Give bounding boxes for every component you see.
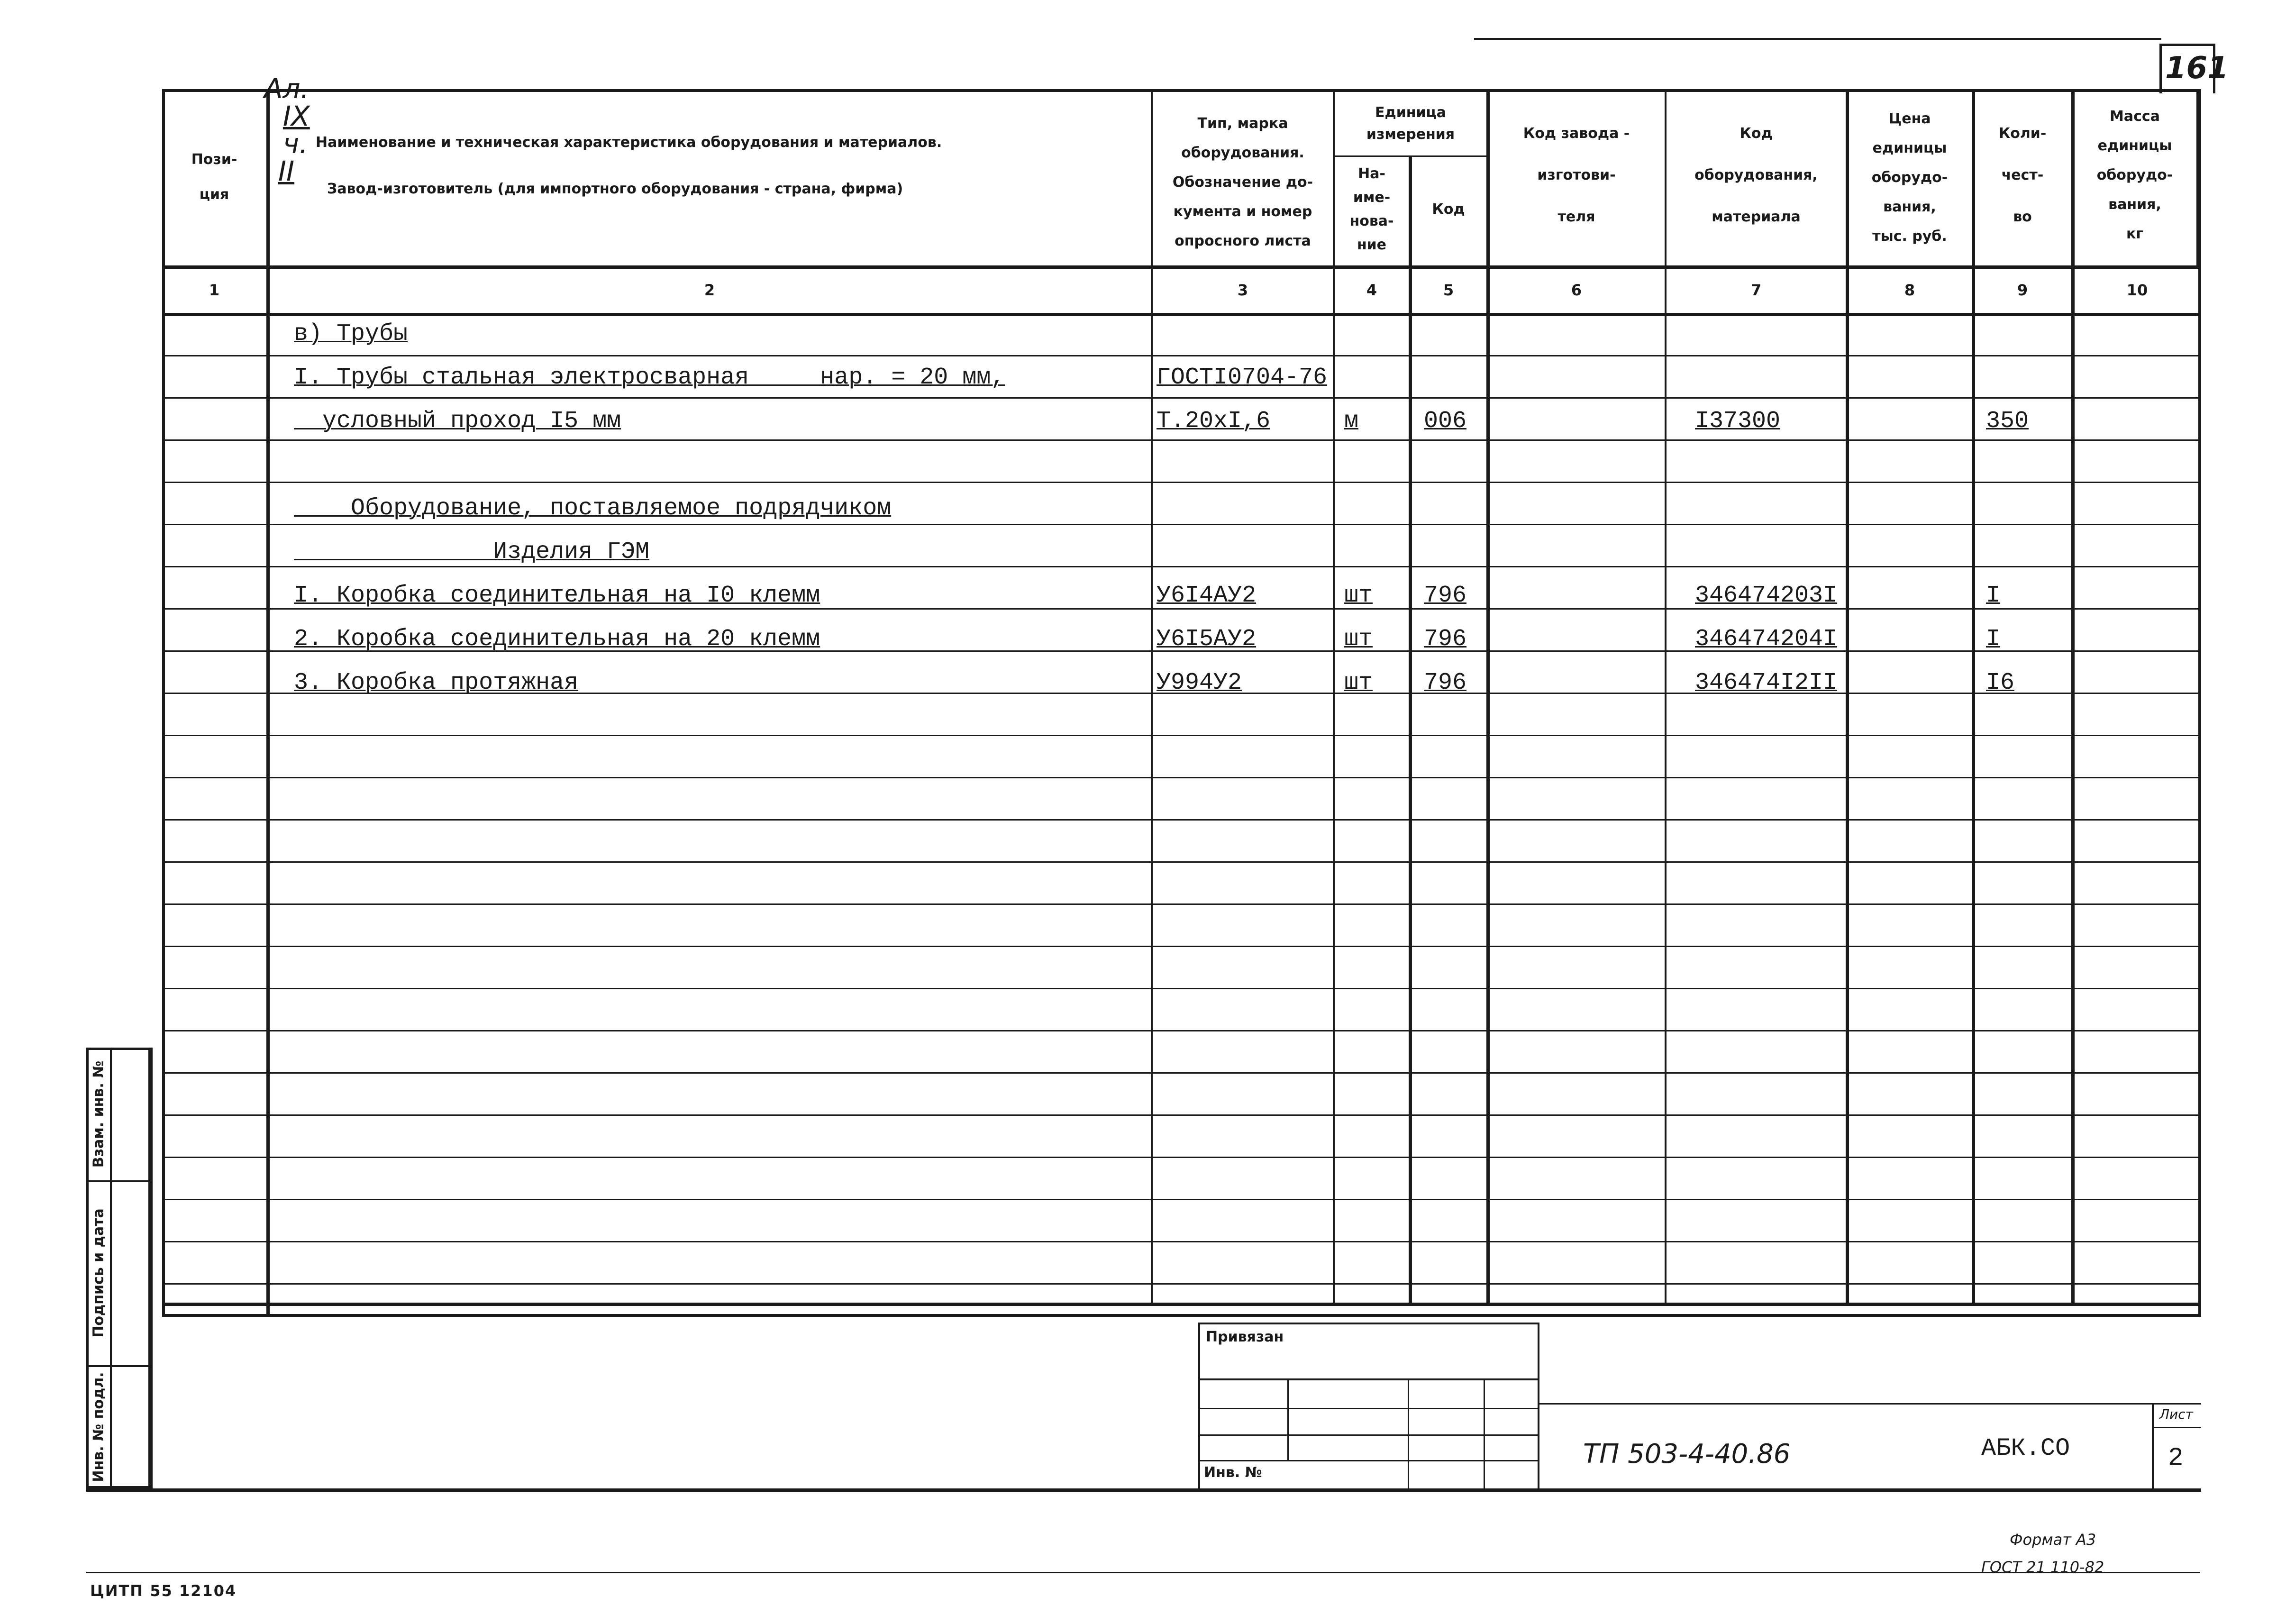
row-name: 3. Коробка протяжная [294,669,579,696]
row-name: 2. Коробка соединительная на 20 клемм [294,626,820,653]
row-equipment-code: 346474I2II [1695,669,1838,696]
col-number-6: 6 [1571,281,1582,299]
col-number-7: 7 [1750,281,1762,299]
row-unit-code: 796 [1424,626,1467,653]
row-rule [162,946,2201,947]
header-position: Пози- ция [191,151,237,203]
row-name: I. Коробка соединительная на I0 клемм [294,582,820,609]
row-quantity: I [1986,582,2001,609]
row-name: Оборудование, поставляемое подрядчиком [294,495,892,522]
sheet-number: 2 [2168,1444,2184,1473]
header-unit-name: На- име- нова- ние [1349,165,1394,253]
col-number-5: 5 [1443,281,1454,299]
header-unit-code: Код [1432,201,1465,218]
row-rule [162,903,2201,905]
row-rule [162,1030,2201,1031]
row-rule [162,566,2201,567]
side-stamp-podpis: Подпись и дата [90,1208,107,1338]
body-bottom-rule [162,1303,2201,1306]
col-number-10: 10 [2126,281,2148,299]
top-right-rule [1474,38,2161,40]
row-rule [162,1283,2201,1285]
row-unit-code: 006 [1424,408,1467,435]
row-rule [162,861,2201,863]
title-block-attached [1198,1323,1539,1488]
col-line-4 [1409,155,1412,1303]
part-label: ч. [282,128,308,160]
row-quantity: I6 [1986,669,2015,696]
row-rule [162,1199,2201,1200]
row-name: I. Трубы стальная электросварная нар. = 20 мм, [294,364,1005,391]
row-type: У6I4АУ2 [1157,582,1257,609]
row-rule [162,524,2201,525]
tb-vline-1 [1287,1378,1289,1460]
row-equipment-code: 346474204I [1695,626,1838,653]
doc-code: ТП 503-4-40.86 [1583,1439,1791,1469]
row-type: У994У2 [1157,669,1242,696]
row-rule [162,355,2201,356]
row-name: условный проход I5 мм [294,408,621,435]
row-rule [162,988,2201,989]
col-line-10 [2196,89,2198,265]
row-equipment-code: 346474203I [1695,582,1838,609]
col-number-4: 4 [1366,281,1377,299]
part-number: II [278,155,295,187]
header-mass: Масса единицы оборудо- вания, кг [2096,108,2173,242]
number-row-rule [162,313,2201,316]
row-unit: шт [1344,669,1373,696]
header-name-line2: Завод-изготовитель (для импортного оборудования - страна, фирма) [327,181,903,197]
row-rule [162,1072,2201,1074]
footer-gost: ГОСТ 21 110-82 [1981,1558,2104,1576]
header-equipment-code: Код оборудования, материала [1694,125,1818,225]
frame-left-ext [151,1048,153,1488]
title-privyazan: Привязан [1206,1329,1284,1345]
tb-rule-2 [1198,1408,1539,1409]
row-rule [162,1114,2201,1116]
col-number-1: 1 [209,281,220,299]
row-unit-code: 796 [1424,669,1467,696]
tb-rule-3 [1198,1434,1539,1436]
row-rule [162,777,2201,778]
header-name-line1: Наименование и техническая характеристика оборудования и материалов. [316,134,942,151]
bottom-frame-rule [86,1488,2201,1492]
row-unit: шт [1344,626,1373,653]
row-rule [162,735,2201,736]
header-type: Тип, марка оборудования. Обозначение до- кумента и номер опросного листа [1172,115,1313,249]
row-unit: м [1344,408,1359,435]
row-quantity: 350 [1986,408,2029,435]
row-unit-code: 796 [1424,582,1467,609]
tb-rule-4 [1198,1460,1539,1461]
sheet-box-rule [2152,1427,2201,1428]
row-quantity: I [1986,626,2001,653]
row-rule [162,1241,2201,1242]
row-type: ГОСТI0704-76 [1157,364,1328,391]
col-number-8: 8 [1904,281,1915,299]
tb-vline-3 [1484,1378,1485,1488]
row-rule [162,439,2201,441]
row-unit: шт [1344,582,1373,609]
row-rule [162,482,2201,483]
row-rule [162,397,2201,399]
footer-rule [86,1572,2200,1573]
footer-format: Формат А3 [2010,1531,2096,1549]
row-rule [162,1157,2201,1158]
row-type: Т.20хI,6 [1157,408,1271,435]
header-unit-group: Единица измерения [1366,104,1455,143]
row-type: У6I5АУ2 [1157,626,1257,653]
sheet-label: Лист [2159,1406,2193,1422]
tb-vline-2 [1408,1378,1409,1488]
side-stamp-inv-podl: Инв. № подл. [90,1371,107,1482]
col-number-9: 9 [2017,281,2028,299]
header-price: Цена единицы оборудо- вания, тыс. руб. [1871,110,1948,245]
title-inv-no: Инв. № [1204,1464,1262,1481]
footer-left: ЦИТП 55 12104 [90,1582,237,1600]
album-number: IX [282,100,310,132]
col-number-3: 3 [1237,281,1248,299]
tb-main-rule [1539,1403,2201,1405]
page-number: 161 [2165,51,2229,86]
header-quantity: Коли- чест- во [1998,125,2047,225]
row-equipment-code: I37300 [1695,408,1781,435]
header-factory-code: Код завода - изготови- теля [1523,125,1630,225]
album-label: Ал. [264,73,310,105]
row-name: Изделия ГЭМ [294,538,650,566]
row-rule [162,819,2201,821]
tb-rule-1 [1198,1378,1539,1380]
col-number-2: 2 [704,281,715,299]
side-stamp-vzam: Взам. инв. № [90,1060,107,1168]
row-name: в) Трубы [294,320,408,347]
sheet-code: АБК.СО [1981,1434,2070,1462]
